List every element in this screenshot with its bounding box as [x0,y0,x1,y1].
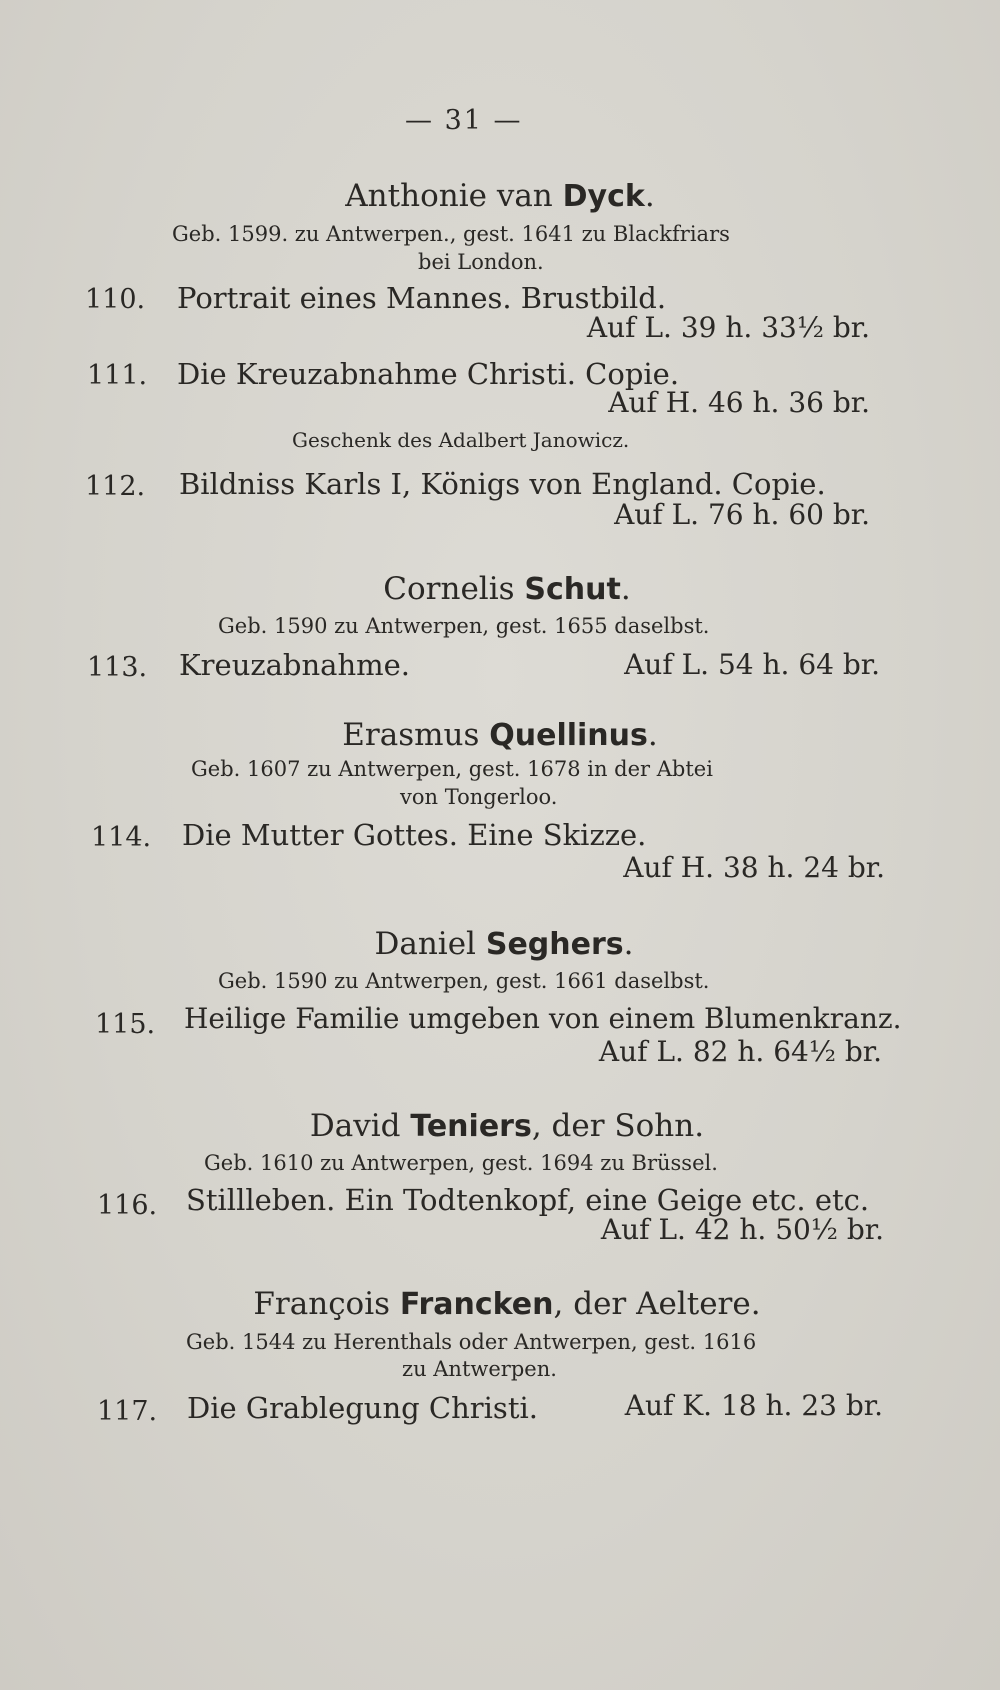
entry-title: Die Kreuzabnahme Christi. Copie. [177,357,680,391]
artist-first-name: Daniel [374,926,486,962]
artist-heading [0,926,1000,962]
artist-bio-line: Geb. 1610 zu Antwerpen, gest. 1694 zu Brüssel. [204,1151,718,1175]
artist-bio-line: Geb. 1590 zu Antwerpen, gest. 1655 daselbst. [218,614,710,638]
artist-surname: Schut [524,572,621,607]
artist-first-name: Anthonie van [345,178,563,214]
entry-number: 112. [85,471,146,502]
entry-dimensions: Auf L. 76 h. 60 br. [614,498,870,531]
artist-surname: Teniers [410,1109,532,1144]
artist-bio-line: Geb. 1544 zu Herenthals oder Antwerpen, gest. 1616 [186,1330,757,1354]
entry-dimensions: Auf L. 39 h. 33½ br. [586,311,870,344]
entry-number: 117. [97,1396,158,1427]
entry-title: Die Grablegung Christi. [187,1391,538,1425]
artist-suffix: . [644,178,655,214]
artist-suffix: . [623,926,634,962]
artist-bio-line: Geb. 1607 zu Antwerpen, gest. 1678 in der Abtei [191,757,713,781]
entry-dimensions: Auf L. 82 h. 64½ br. [598,1035,882,1068]
artist-heading [0,717,1000,753]
entry-title: Bildniss Karls I, Königs von England. Copie. [179,467,826,501]
entry-number: 111. [87,360,148,391]
entry-title: Die Mutter Gottes. Eine Skizze. [182,818,647,852]
page-number: — 31 — [405,105,523,136]
artist-surname: Francken [399,1287,554,1322]
artist-bio-line: bei London. [418,250,544,274]
artist-surname: Seghers [485,927,624,962]
artist-first-name: David [309,1108,411,1144]
artist-suffix: . [620,571,631,607]
entry-number: 114. [91,822,152,853]
entry-title: Kreuzabnahme. [179,648,411,682]
artist-suffix: . [647,717,658,753]
entry-dimensions: Auf H. 46 h. 36 br. [608,386,870,419]
entry-number: 110. [85,284,146,315]
entry-dimensions: Auf L. 42 h. 50½ br. [600,1213,884,1246]
artist-first-name: Erasmus [342,717,490,753]
artist-suffix: , der Aeltere. [553,1286,761,1322]
entry-dimensions: Auf H. 38 h. 24 br. [623,851,885,884]
artist-heading [0,571,1000,607]
entry-note: Geschenk des Adalbert Janowicz. [292,428,630,452]
artist-heading [0,1108,1000,1144]
entry-dimensions: Auf K. 18 h. 23 br. [624,1389,883,1422]
entry-number: 116. [97,1190,158,1221]
artist-suffix: , der Sohn. [531,1108,705,1144]
artist-bio-line: Geb. 1590 zu Antwerpen, gest. 1661 daselbst. [218,969,710,993]
artist-heading [0,178,1000,214]
entry-title: Stillleben. Ein Todtenkopf, eine Geige etc. etc. [186,1183,870,1217]
entry-number: 115. [95,1009,156,1040]
entry-number: 113. [87,652,148,683]
entry-title: Portrait eines Mannes. Brustbild. [177,281,667,315]
artist-bio-line: Geb. 1599. zu Antwerpen., gest. 1641 zu Blackfriars [172,222,730,246]
entry-dimensions: Auf L. 54 h. 64 br. [624,648,880,681]
artist-first-name: François [253,1286,400,1322]
artist-surname: Quellinus [489,718,648,753]
artist-heading [0,1286,1000,1322]
artist-surname: Dyck [562,179,645,214]
artist-first-name: Cornelis [383,571,525,607]
artist-bio-line: von Tongerloo. [400,785,558,809]
artist-bio-line: zu Antwerpen. [402,1357,557,1381]
entry-title: Heilige Familie umgeben von einem Blumenkranz. [184,1002,902,1035]
